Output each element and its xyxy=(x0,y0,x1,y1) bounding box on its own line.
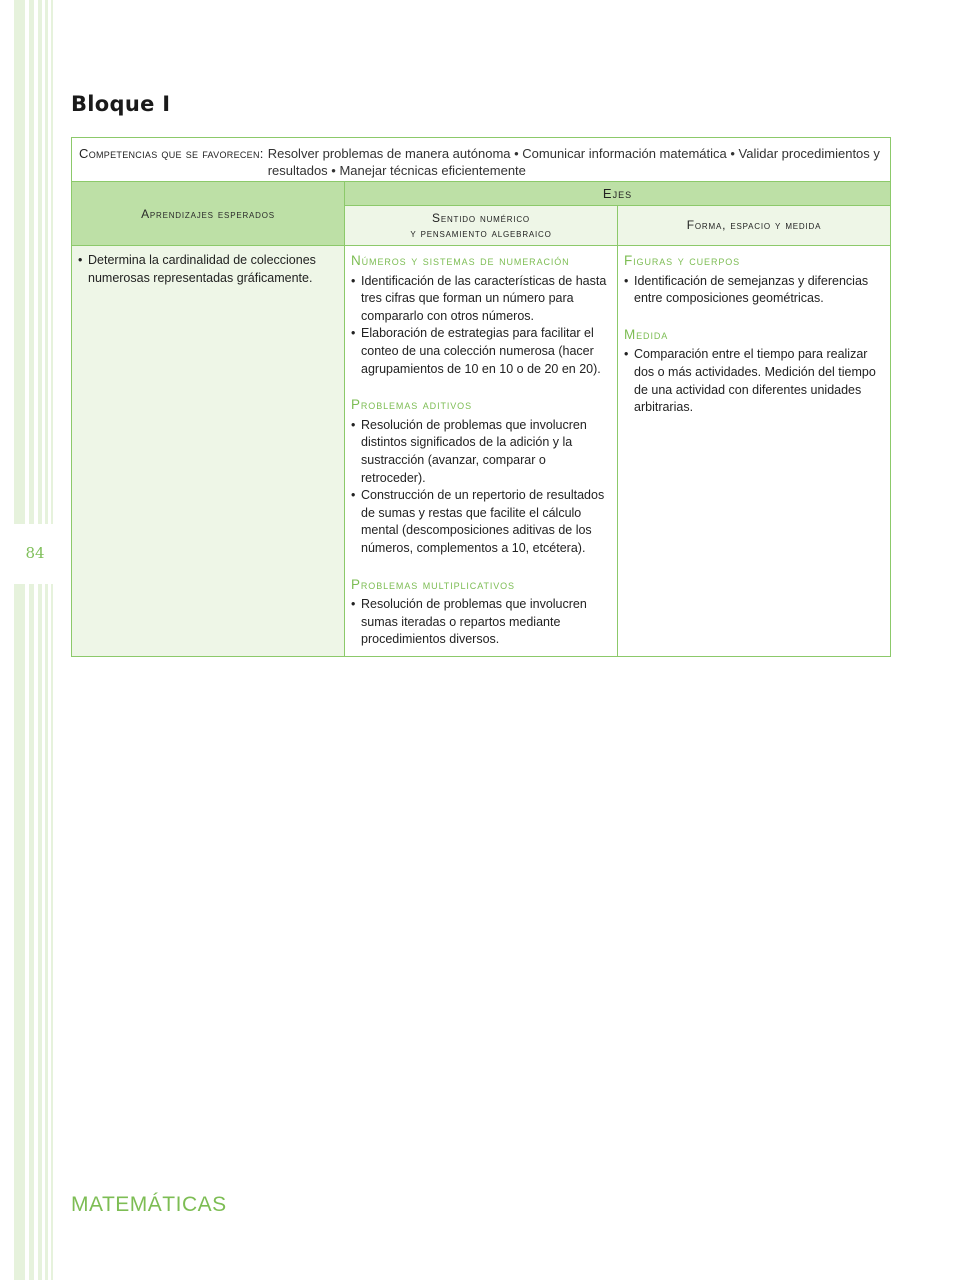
competencias-label: Competencias que se favorecen: xyxy=(79,146,264,161)
list-item xyxy=(351,596,611,649)
bullet: • xyxy=(351,417,356,432)
aprendizaje-text: Determina la cardinalidad de colecciones numerosas representadas gráficamente. xyxy=(88,253,316,285)
table-body xyxy=(72,246,890,656)
list-item xyxy=(624,346,884,416)
section-title: Figuras y cuerpos xyxy=(624,253,741,268)
list-item xyxy=(624,273,884,308)
curriculum-table xyxy=(71,137,891,657)
bullet: • xyxy=(351,326,356,341)
list-item xyxy=(351,325,611,378)
bullet: • xyxy=(351,597,356,612)
table-header xyxy=(72,182,890,246)
margin-stripe xyxy=(38,0,42,1280)
list-item xyxy=(351,487,611,557)
sentido-header xyxy=(345,206,618,245)
bullet: • xyxy=(624,273,629,288)
bullet: • xyxy=(624,347,629,362)
block-title: Bloque I xyxy=(71,92,171,116)
margin-stripe xyxy=(45,0,48,1280)
bullet: • xyxy=(78,253,83,267)
content-text: Identificación de semejanzas y diferencias entre composiciones geométricas. xyxy=(634,273,869,306)
ejes-subheaders xyxy=(345,206,890,245)
bullet: • xyxy=(351,488,356,503)
margin-stripe xyxy=(51,0,53,1280)
bullet: • xyxy=(351,273,356,288)
section-title: Problemas aditivos xyxy=(351,397,472,413)
margin-stripe xyxy=(29,0,34,1280)
section-title: Problemas multiplicativos xyxy=(351,576,515,592)
margin-stripe xyxy=(14,0,25,1280)
list-item xyxy=(351,417,611,487)
aprendizajes-column xyxy=(72,246,345,656)
content-text: Construcción de un repertorio de resultados de sumas y restas que facilite el cálculo mental (descomposiciones aditivas de los números, complementos a 10, etcétera). xyxy=(361,488,605,555)
ejes-header-group xyxy=(345,182,890,245)
sentido-header-line1: Sentido numérico xyxy=(432,210,530,225)
forma-header: Forma, espacio y medida xyxy=(686,218,822,232)
content-text: Resolución de problemas que involucren distintos significados de la adición y la sustracción (avanzar, comparar o retroceder). xyxy=(361,417,587,485)
list-item xyxy=(78,252,338,287)
aprendizajes-header: Aprendizajes esperados xyxy=(72,182,345,245)
ejes-header: Ejes xyxy=(345,182,890,206)
subject-footer: MATEMÁTICAS xyxy=(71,1193,227,1216)
page-number: 84 xyxy=(25,544,45,562)
content-text: Resolución de problemas que involucren sumas iteradas o repartos mediante procedimientos diversos. xyxy=(361,597,587,647)
content-text: Identificación de las características de hasta tres cifras que forman un número para compararlo con otros números. xyxy=(361,273,607,323)
content-text: Comparación entre el tiempo para realizar dos o más actividades. Medición del tiempo de una actividad con diferentes unidades arbitrarias. xyxy=(634,347,876,415)
section-title: Medida xyxy=(624,326,669,342)
content-text: Elaboración de estrategias para facilitar el conteo de una colección numerosa (hacer agrupamientos de 10 en 10 o de 20 en 20). xyxy=(361,326,601,376)
competencias-row xyxy=(72,138,890,182)
sentido-column xyxy=(345,246,618,656)
section-title: Números y sistemas de numeración xyxy=(351,253,570,268)
sentido-header-line2: y pensamiento algebraico xyxy=(410,225,552,240)
forma-column xyxy=(618,246,890,656)
competencias-text: Resolver problemas de manera autónoma • Comunicar información matemática • Validar procedimientos y resultados • Manejar técnicas eficientemente xyxy=(267,146,880,178)
list-item xyxy=(351,273,611,326)
